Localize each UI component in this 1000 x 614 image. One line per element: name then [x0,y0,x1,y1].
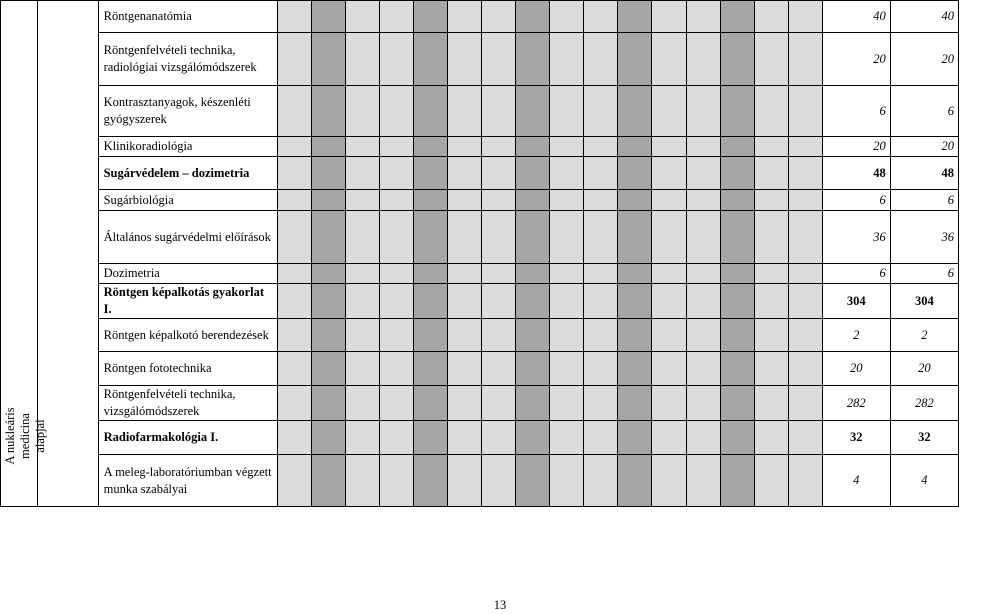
shaded-cell [516,386,550,421]
subject-name: Röntgen képalkotó berendezések [98,319,277,352]
shaded-cell [754,137,788,157]
shaded-cell [482,386,516,421]
shaded-cell [618,455,652,507]
shaded-cell [414,284,448,319]
shaded-cell [584,386,618,421]
shaded-cell [277,1,311,33]
table-row [1,211,959,264]
shaded-cell [346,421,380,455]
shaded-cell [516,211,550,264]
shaded-cell [277,264,311,284]
subject-name: A meleg-laboratóriumban végzett munka szabályai [98,455,277,507]
hours-value: 4 [822,455,890,507]
shaded-cell [414,386,448,421]
shaded-cell [720,1,754,33]
shaded-cell [618,421,652,455]
shaded-cell [448,157,482,190]
shaded-cell [380,386,414,421]
shaded-cell [550,190,584,211]
hours-value: 36 [822,211,890,264]
shaded-cell [277,386,311,421]
shaded-cell [277,86,311,137]
shaded-cell [550,284,584,319]
shaded-cell [380,284,414,319]
shaded-cell [788,211,822,264]
shaded-cell [788,33,822,86]
subject-name: Röntgen képalkotás gyakorlat I. [98,284,277,319]
hours-total: 20 [890,352,958,386]
shaded-cell [754,1,788,33]
shaded-cell [311,137,345,157]
shaded-cell [652,455,686,507]
shaded-cell [652,86,686,137]
shaded-cell [346,157,380,190]
shaded-cell [277,319,311,352]
table-row [1,33,959,86]
shaded-cell [516,1,550,33]
shaded-cell [482,284,516,319]
shaded-cell [584,86,618,137]
shaded-cell [788,284,822,319]
shaded-cell [686,1,720,33]
shaded-cell [652,284,686,319]
shaded-cell [380,211,414,264]
shaded-cell [584,264,618,284]
subject-name: Röntgen fototechnika [98,352,277,386]
shaded-cell [346,264,380,284]
shaded-cell [550,211,584,264]
shaded-cell [584,319,618,352]
module-side-text [0,407,48,464]
shaded-cell [754,190,788,211]
shaded-cell [414,352,448,386]
shaded-cell [311,352,345,386]
shaded-cell [482,86,516,137]
shaded-cell [686,137,720,157]
shaded-cell [686,211,720,264]
shaded-cell [720,211,754,264]
side-label-line: alapjai [32,419,47,453]
shaded-cell [414,137,448,157]
table-row [1,284,959,319]
shaded-cell [652,157,686,190]
shaded-cell [754,211,788,264]
shaded-cell [788,137,822,157]
hours-total: 36 [890,211,958,264]
shaded-cell [754,157,788,190]
shaded-cell [346,1,380,33]
shaded-cell [516,421,550,455]
shaded-cell [584,421,618,455]
shaded-cell [277,455,311,507]
shaded-cell [482,319,516,352]
shaded-cell [311,264,345,284]
table-row [1,86,959,137]
shaded-cell [277,352,311,386]
shaded-cell [618,86,652,137]
shaded-cell [311,319,345,352]
shaded-cell [754,455,788,507]
side-label-line: A nukleáris [2,407,17,465]
shaded-cell [686,284,720,319]
shaded-cell [618,211,652,264]
shaded-cell [380,33,414,86]
shaded-cell [277,284,311,319]
shaded-cell [754,421,788,455]
shaded-cell [788,386,822,421]
shaded-cell [550,33,584,86]
hours-value: 6 [822,190,890,211]
shaded-cell [482,190,516,211]
shaded-cell [380,352,414,386]
shaded-cell [277,421,311,455]
shaded-cell [277,137,311,157]
shaded-cell [584,190,618,211]
table-row [1,190,959,211]
shaded-cell [482,1,516,33]
shaded-cell [720,190,754,211]
shaded-cell [448,190,482,211]
hours-total: 2 [890,319,958,352]
shaded-cell [346,137,380,157]
shaded-cell [584,157,618,190]
shaded-cell [618,352,652,386]
shaded-cell [584,455,618,507]
shaded-cell [652,264,686,284]
shaded-cell [516,352,550,386]
shaded-cell [448,33,482,86]
shaded-cell [788,421,822,455]
shaded-cell [754,284,788,319]
shaded-cell [414,319,448,352]
side-label-line: medicina [17,413,32,459]
shaded-cell [516,157,550,190]
shaded-cell [686,421,720,455]
shaded-cell [277,157,311,190]
hours-value: 304 [822,284,890,319]
shaded-cell [448,455,482,507]
shaded-cell [346,211,380,264]
shaded-cell [652,352,686,386]
subject-name: Radiofarmakológia I. [98,421,277,455]
shaded-cell [618,386,652,421]
hours-value: 48 [822,157,890,190]
page-number: 13 [493,598,507,612]
shaded-cell [584,1,618,33]
shaded-cell [550,455,584,507]
shaded-cell [720,137,754,157]
shaded-cell [788,190,822,211]
hours-value: 2 [822,319,890,352]
shaded-cell [311,455,345,507]
shaded-cell [754,33,788,86]
shaded-cell [686,319,720,352]
shaded-cell [516,455,550,507]
shaded-cell [380,137,414,157]
shaded-cell [618,284,652,319]
shaded-cell [482,33,516,86]
shaded-cell [516,86,550,137]
shaded-cell [380,86,414,137]
shaded-cell [380,1,414,33]
hours-total: 32 [890,421,958,455]
shaded-cell [550,421,584,455]
shaded-cell [720,352,754,386]
shaded-cell [482,137,516,157]
subject-name: Kontrasztanyagok, készenléti gyógyszerek [98,86,277,137]
shaded-cell [448,137,482,157]
shaded-cell [448,352,482,386]
shaded-cell [652,319,686,352]
table-row [1,455,959,507]
shaded-cell [311,157,345,190]
shaded-cell [584,284,618,319]
hours-total: 6 [890,86,958,137]
shaded-cell [584,33,618,86]
shaded-cell [516,137,550,157]
hours-value: 282 [822,386,890,421]
shaded-cell [277,33,311,86]
shaded-cell [720,421,754,455]
hours-value: 20 [822,137,890,157]
shaded-cell [550,352,584,386]
shaded-cell [448,264,482,284]
subject-name: Sugárvédelem – dozimetria [98,157,277,190]
shaded-cell [788,157,822,190]
shaded-cell [584,352,618,386]
hours-total: 282 [890,386,958,421]
shaded-cell [346,190,380,211]
shaded-cell [311,421,345,455]
shaded-cell [652,1,686,33]
shaded-cell [720,455,754,507]
shaded-cell [550,319,584,352]
hours-total: 304 [890,284,958,319]
shaded-cell [414,1,448,33]
shaded-cell [482,211,516,264]
subject-name: Röntgenanatómia [98,1,277,33]
table-row [1,1,959,33]
shaded-cell [686,86,720,137]
shaded-cell [618,264,652,284]
shaded-cell [652,190,686,211]
shaded-cell [720,386,754,421]
shaded-cell [584,137,618,157]
hours-total: 40 [890,1,958,33]
shaded-cell [414,455,448,507]
shaded-cell [516,33,550,86]
shaded-cell [277,190,311,211]
shaded-cell [686,352,720,386]
shaded-cell [346,86,380,137]
table-row [1,137,959,157]
shaded-cell [720,86,754,137]
shaded-cell [754,86,788,137]
shaded-cell [414,33,448,86]
shaded-cell [550,386,584,421]
shaded-cell [686,455,720,507]
shaded-cell [754,352,788,386]
shaded-cell [380,455,414,507]
hours-value: 6 [822,86,890,137]
shaded-cell [652,33,686,86]
shaded-cell [448,211,482,264]
shaded-cell [448,421,482,455]
shaded-cell [686,33,720,86]
shaded-cell [720,319,754,352]
shaded-cell [686,386,720,421]
shaded-cell [618,33,652,86]
shaded-cell [482,421,516,455]
table-row [1,386,959,421]
shaded-cell [448,1,482,33]
shaded-cell [311,86,345,137]
table-row [1,319,959,352]
shaded-cell [311,1,345,33]
shaded-cell [277,211,311,264]
shaded-cell [380,319,414,352]
shaded-cell [788,319,822,352]
shaded-cell [346,33,380,86]
shaded-cell [516,190,550,211]
subject-name: Klinikoradiológia [98,137,277,157]
shaded-cell [686,157,720,190]
subject-name: Sugárbiológia [98,190,277,211]
shaded-cell [652,211,686,264]
shaded-cell [516,264,550,284]
shaded-cell [754,386,788,421]
shaded-cell [346,284,380,319]
shaded-cell [788,455,822,507]
shaded-cell [414,190,448,211]
hours-value: 40 [822,1,890,33]
shaded-cell [686,264,720,284]
table-row [1,264,959,284]
subject-name: Dozimetria [98,264,277,284]
shaded-cell [788,352,822,386]
shaded-cell [414,157,448,190]
shaded-cell [788,264,822,284]
shaded-cell [618,190,652,211]
shaded-cell [311,211,345,264]
shaded-cell [618,137,652,157]
shaded-cell [550,1,584,33]
shaded-cell [652,421,686,455]
shaded-cell [311,284,345,319]
shaded-cell [414,211,448,264]
shaded-cell [652,386,686,421]
shaded-cell [686,190,720,211]
shaded-cell [482,352,516,386]
module-side-label [1,1,47,507]
hours-total: 6 [890,190,958,211]
shaded-cell [311,386,345,421]
hours-total: 4 [890,455,958,507]
shaded-cell [516,319,550,352]
shaded-cell [754,319,788,352]
shaded-cell [652,137,686,157]
shaded-cell [448,284,482,319]
table-row [1,157,959,190]
shaded-cell [380,421,414,455]
shaded-cell [720,33,754,86]
hours-value: 20 [822,352,890,386]
subject-name: Általános sugárvédelmi előírások [98,211,277,264]
hours-total: 20 [890,33,958,86]
shaded-cell [380,264,414,284]
hours-total: 20 [890,137,958,157]
shaded-cell [414,421,448,455]
shaded-cell [618,1,652,33]
shaded-cell [550,264,584,284]
shaded-cell [788,1,822,33]
shaded-cell [550,137,584,157]
shaded-cell [788,86,822,137]
hours-total: 48 [890,157,958,190]
shaded-cell [618,319,652,352]
subject-name: Röntgenfelvételi technika, radiológiai vizsgálómódszerek [98,33,277,86]
shaded-cell [584,211,618,264]
shaded-cell [448,386,482,421]
shaded-cell [346,455,380,507]
shaded-cell [550,157,584,190]
table-row [1,352,959,386]
subject-name: Röntgenfelvételi technika, vizsgálómódszerek [98,386,277,421]
shaded-cell [311,33,345,86]
shaded-cell [380,190,414,211]
shaded-cell [754,264,788,284]
shaded-cell [380,157,414,190]
hours-value: 6 [822,264,890,284]
hours-value: 20 [822,33,890,86]
shaded-cell [482,264,516,284]
shaded-cell [448,86,482,137]
shaded-cell [311,190,345,211]
shaded-cell [346,352,380,386]
shaded-cell [482,455,516,507]
shaded-cell [720,264,754,284]
shaded-cell [414,264,448,284]
shaded-cell [448,319,482,352]
shaded-cell [482,157,516,190]
shaded-cell [720,157,754,190]
hours-value: 32 [822,421,890,455]
shaded-cell [618,157,652,190]
table-row [1,421,959,455]
shaded-cell [414,86,448,137]
shaded-cell [346,319,380,352]
shaded-cell [720,284,754,319]
shaded-cell [516,284,550,319]
shaded-cell [346,386,380,421]
hours-total: 6 [890,264,958,284]
shaded-cell [550,86,584,137]
